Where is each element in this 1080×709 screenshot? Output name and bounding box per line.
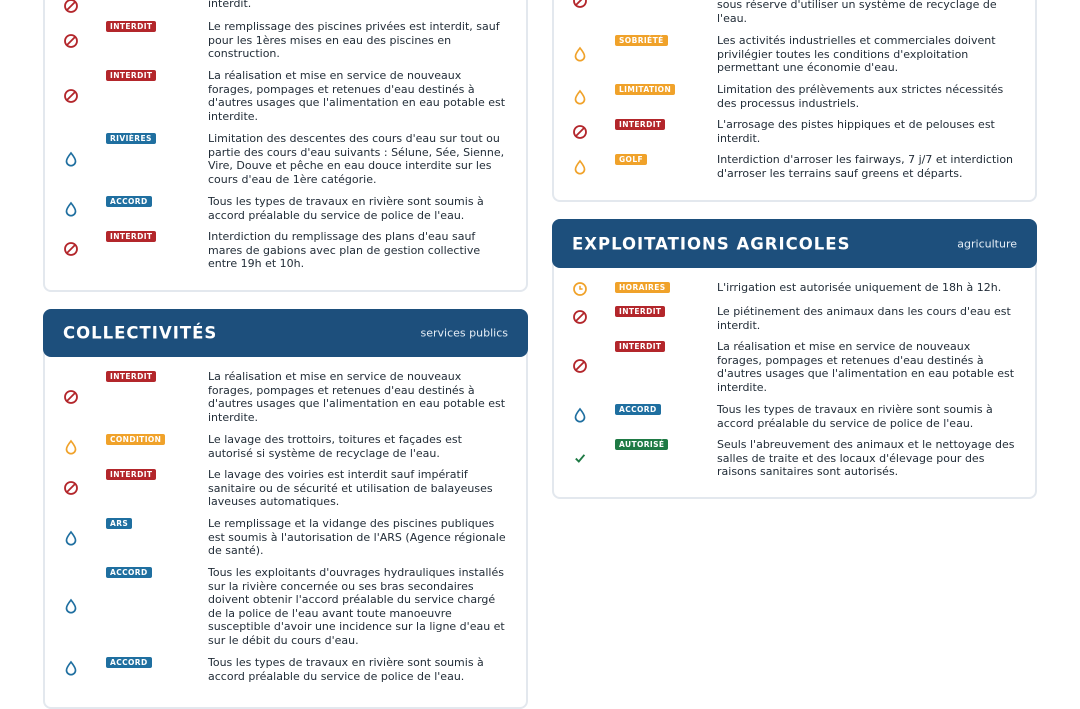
status-badge: INTERDIT (615, 306, 665, 317)
measure-row (63, 21, 523, 63)
status-badge: ARS (106, 518, 132, 529)
measure-row (63, 133, 523, 189)
measure-row (572, 154, 1032, 182)
measure-row (572, 282, 1032, 296)
status-badge: RIVIÈRES (106, 133, 156, 144)
section-tag: agriculture (957, 237, 1017, 250)
status-badge: INTERDIT (106, 469, 156, 480)
clock-icon (572, 281, 588, 297)
status-badge: ACCORD (106, 196, 152, 207)
status-badge: LIMITATION (615, 84, 675, 95)
prohibited-icon (572, 309, 588, 325)
measure-text: Tous les types de travaux en rivière sont soumis à accord préalable du service de police de l'eau. (717, 403, 993, 430)
prohibited-icon (63, 0, 79, 14)
measure-row (63, 0, 523, 12)
measure-text: Limitation des prélèvements aux strictes nécessités des processus industriels. (717, 83, 1004, 110)
measure-row (63, 469, 523, 511)
measure-text: Tous les types de travaux en rivière sont soumis à accord préalable du service de police de l'eau. (208, 656, 484, 683)
collectivites-card (43, 309, 528, 709)
status-badge: ACCORD (106, 657, 152, 668)
water-drop-icon (63, 660, 79, 676)
measure-text: Le piétinement des animaux dans les cours d'eau est interdit. (717, 305, 1011, 332)
measures-card-right-top (552, 0, 1037, 202)
prohibited-icon (63, 33, 79, 49)
status-badge: INTERDIT (106, 70, 156, 81)
status-badge: INTERDIT (615, 341, 665, 352)
water-drop-icon (572, 89, 588, 105)
measure-row (63, 567, 523, 651)
measure-text: L'arrosage des pistes hippiques et de pelouses est interdit. (717, 118, 995, 145)
water-drop-icon (63, 151, 79, 167)
status-badge: CONDITION (106, 434, 165, 445)
status-badge: ACCORD (615, 404, 661, 415)
measure-row (572, 306, 1032, 334)
measure-text: Limitation des descentes des cours d'eau sur tout ou partie des cours d'eau suivants : Sélune, Sée, Sienne, Vire, Douve et pêche en eau douce interdite sur les cours d'eau de 1ère catégorie. (208, 132, 505, 186)
water-drop-icon (572, 46, 588, 62)
measure-text: Le remplissage des piscines privées est interdit, sauf pour les 1ères mises en eau des piscines en construction. (208, 20, 500, 61)
measure-text: La réalisation et mise en service de nouveaux forages, pompages et retenues d'eau destinés à d'autres usages que l'alimentation en eau potable est interdite. (717, 340, 1015, 394)
measure-text: L'irrigation est autorisée uniquement de 18h à 12h. (717, 281, 1002, 294)
measure-row (572, 341, 1032, 397)
water-drop-icon (572, 159, 588, 175)
measure-row (63, 518, 523, 560)
measure-row (572, 119, 1032, 147)
prohibited-icon (572, 0, 588, 9)
measure-row (63, 196, 523, 224)
measure-text: La réalisation et mise en service de nouveaux forages, pompages et retenues d'eau destinés à d'autres usages que l'alimentation en eau potable est interdite. (208, 370, 506, 424)
measure-text: Seuls l'abreuvement des animaux et le nettoyage des salles de traite et des locaux d'élevage pour des raisons sanitaires sont autorisés. (717, 438, 1015, 479)
status-badge: GOLF (615, 154, 647, 165)
measure-row (572, 439, 1032, 481)
collectivites-header (43, 309, 528, 357)
measure-row (63, 434, 523, 462)
measure-text: sous réserve d'utiliser un système de recyclage de l'eau. (717, 0, 997, 25)
prohibited-icon (572, 124, 588, 140)
measure-text: interdit. (208, 0, 252, 10)
measures-card-left-top (43, 0, 528, 292)
water-drop-icon (63, 530, 79, 546)
measure-text: Le lavage des trottoirs, toitures et façades est autorisé si système de recyclage de l'eau. (208, 433, 462, 460)
exploitations-agricoles-header (552, 219, 1037, 268)
water-drop-icon (63, 201, 79, 217)
status-badge: INTERDIT (106, 371, 156, 382)
status-badge: HORAIRES (615, 282, 670, 293)
water-drop-icon (63, 439, 79, 455)
prohibited-icon (63, 389, 79, 405)
measure-text: Les activités industrielles et commerciales doivent privilégier toutes les conditions d'exploitation permettant une économie d'eau. (717, 34, 996, 75)
section-title: COLLECTIVITÉS (63, 323, 218, 343)
prohibited-icon (63, 88, 79, 104)
prohibited-icon (63, 241, 79, 257)
measure-row (63, 371, 523, 427)
section-title: EXPLOITATIONS AGRICOLES (572, 234, 851, 253)
measure-row (63, 657, 523, 685)
status-badge: SOBRIÉTÉ (615, 35, 668, 46)
status-badge: INTERDIT (615, 119, 665, 130)
measure-row (572, 404, 1032, 432)
measure-text: Interdiction du remplissage des plans d'eau sauf mares de gabions avec plan de gestion collective entre 19h et 10h. (208, 230, 481, 271)
prohibited-icon (572, 358, 588, 374)
status-badge: INTERDIT (106, 21, 156, 32)
status-badge: AUTORISÉ (615, 439, 668, 450)
measure-text: Tous les exploitants d'ouvrages hydrauliques installés sur la rivière concernée ou ses bras secondaires doivent obtenir l'accord préalable du service chargé de la police de l'eau avant toute manoeuvre susceptible d'avoir une incidence sur la ligne d'eau et sur le débit du cours d'eau. (208, 566, 505, 647)
water-drop-icon (63, 598, 79, 614)
measure-row (63, 231, 523, 273)
status-badge: INTERDIT (106, 231, 156, 242)
status-badge: ACCORD (106, 567, 152, 578)
measure-row (63, 70, 523, 126)
prohibited-icon (63, 480, 79, 496)
section-tag: services publics (420, 326, 508, 340)
measure-text: Tous les types de travaux en rivière sont soumis à accord préalable du service de police de l'eau. (208, 195, 484, 222)
measure-row (572, 84, 1032, 112)
checkmark-icon (572, 450, 588, 466)
measure-text: Interdiction d'arroser les fairways, 7 j/7 et interdiction d'arroser les terrains sauf greens et départs. (717, 153, 1014, 180)
measure-row (572, 35, 1032, 77)
measure-text: La réalisation et mise en service de nouveaux forages, pompages et retenues d'eau destinés à d'autres usages que l'alimentation en eau potable est interdite. (208, 69, 506, 123)
water-drop-icon (572, 407, 588, 423)
measure-text: Le lavage des voiries est interdit sauf impératif sanitaire ou de sécurité et utilisation de balayeuses laveuses automatiques. (208, 468, 493, 509)
measure-text: Le remplissage et la vidange des piscines publiques est soumis à l'autorisation de l'ARS (Agence régionale de santé). (208, 517, 506, 558)
measure-row (572, 0, 1032, 27)
